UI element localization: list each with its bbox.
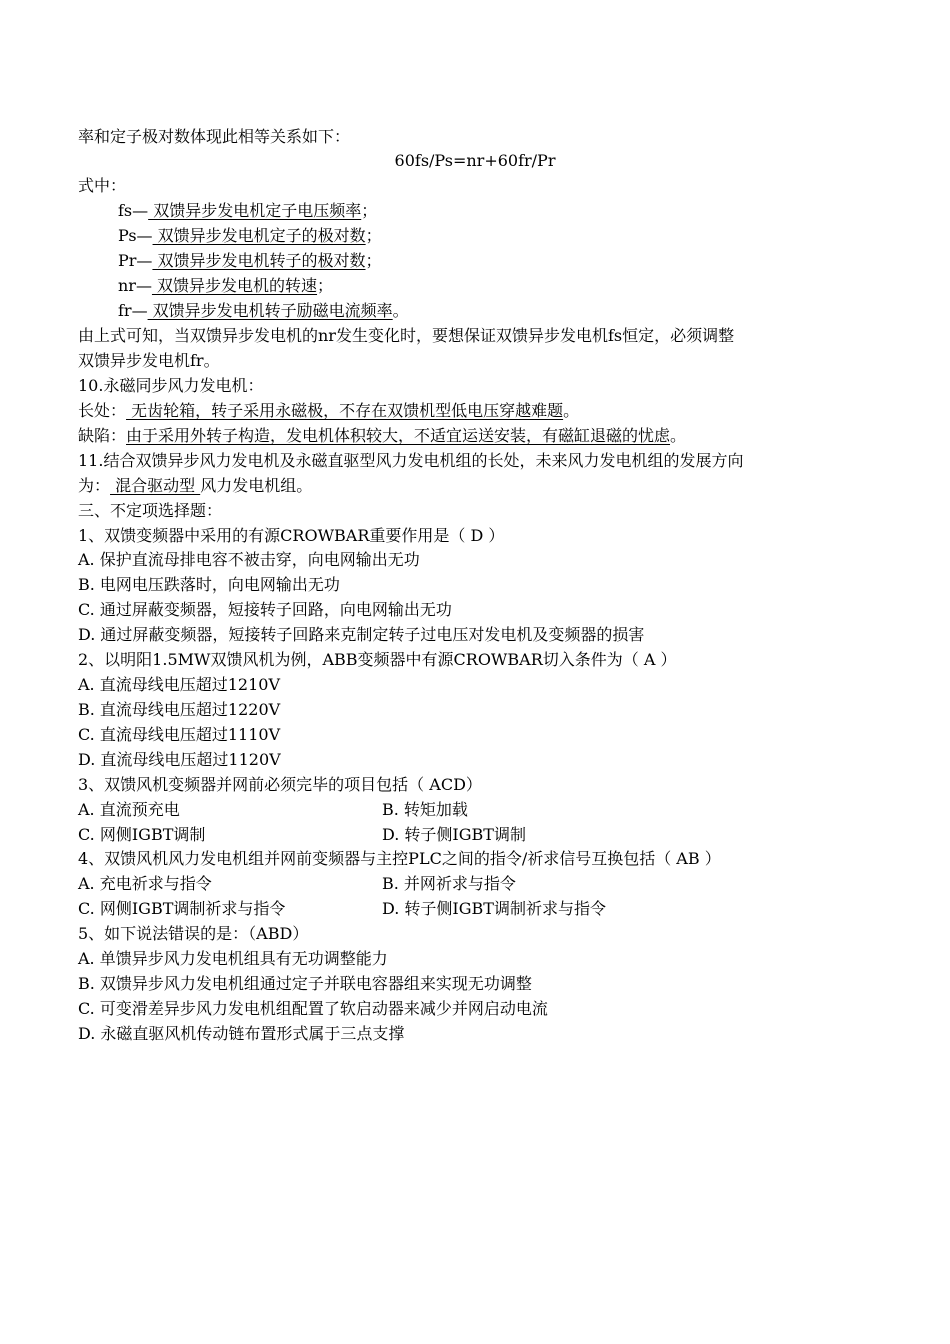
section-3-heading: 三、不定项选择题： bbox=[78, 501, 223, 520]
def-fs: fs— 双馈异步发电机定子电压频率； bbox=[118, 201, 378, 220]
mc1-option-d: D. 通过屏蔽变频器，短接转子回路来克制定转子过电压对发电机及变频器的损害 bbox=[78, 625, 645, 644]
q11-line-1: 11.结合双馈异步风力发电机及永磁直驱型风力发电机组的长处，未来风力发电机组的发展方向 bbox=[78, 451, 744, 470]
q10-advantage: 长处： 无齿轮箱，转子采用永磁极，不存在双馈机型低电压穿越难题。 bbox=[78, 401, 580, 420]
mc3-option-a: A. 直流预充电 bbox=[78, 800, 180, 819]
conclusion-line-2: 双馈异步发电机fr。 bbox=[78, 351, 220, 370]
q11-line-2: 为： 混合驱动型 风力发电机组。 bbox=[78, 476, 313, 495]
mc2-option-d: D. 直流母线电压超过1120V bbox=[78, 750, 281, 769]
mc5-option-c: C. 可变滑差异步风力发电机组配置了软启动器来减少并网启动电流 bbox=[78, 999, 548, 1018]
mc1-option-a: A. 保护直流母排电容不被击穿，向电网输出无功 bbox=[78, 550, 420, 569]
mc5-option-a: A. 单馈异步风力发电机组具有无功调整能力 bbox=[78, 949, 388, 968]
mc3-option-c: C. 网侧IGBT调制 bbox=[78, 825, 206, 844]
mc1-option-c: C. 通过屏蔽变频器，短接转子回路，向电网输出无功 bbox=[78, 600, 452, 619]
mc4-option-a: A. 充电祈求与指令 bbox=[78, 874, 212, 893]
mc2-option-b: B. 直流母线电压超过1220V bbox=[78, 700, 281, 719]
mc3-row-1 bbox=[78, 798, 468, 822]
intro-line: 率和定子极对数体现此相等关系如下： bbox=[78, 127, 351, 146]
mc2-question: 2、以明阳1.5MW双馈风机为例，ABB变频器中有源CROWBAR切入条件为（ A ） bbox=[78, 650, 677, 669]
mc4-question: 4、双馈风机风力发电机组并网前变频器与主控PLC之间的指令/祈求信号互换包括（ AB ） bbox=[78, 849, 721, 868]
mc3-option-b: B. 转矩加载 bbox=[382, 800, 468, 819]
mc4-option-c: C. 网侧IGBT调制祈求与指令 bbox=[78, 899, 286, 918]
formula: 60fs/Ps=nr+60fr/Pr bbox=[394, 151, 556, 170]
mc4-option-d: D. 转子侧IGBT调制祈求与指令 bbox=[382, 899, 606, 918]
def-ps: Ps— 双馈异步发电机定子的极对数； bbox=[118, 226, 382, 245]
mc3-option-d: D. 转子侧IGBT调制 bbox=[382, 825, 526, 844]
conclusion-line-1: 由上式可知，当双馈异步发电机的nr发生变化时，要想保证双馈异步发电机fs恒定，必须调整 bbox=[78, 326, 735, 345]
def-fr: fr— 双馈异步发电机转子励磁电流频率。 bbox=[118, 301, 409, 320]
mc1-question: 1、双馈变频器中采用的有源CROWBAR重要作用是（ D ） bbox=[78, 526, 505, 545]
mc1-option-b: B. 电网电压跌落时，向电网输出无功 bbox=[78, 575, 340, 594]
where-label: 式中： bbox=[78, 176, 127, 195]
mc2-option-a: A. 直流母线电压超过1210V bbox=[78, 675, 281, 694]
def-nr: nr— 双馈异步发电机的转速； bbox=[118, 276, 334, 295]
mc5-option-d: D. 永磁直驱风机传动链布置形式属于三点支撑 bbox=[78, 1024, 405, 1043]
mc3-question: 3、双馈风机变频器并网前必须完毕的项目包括（ ACD） bbox=[78, 775, 482, 794]
mc4-row-2 bbox=[78, 897, 606, 921]
q10-disadvantage: 缺陷：由于采用外转子构造，发电机体积较大，不适宜运送安装，有磁缸退磁的忧虑。 bbox=[78, 426, 687, 445]
mc4-option-b: B. 并网祈求与指令 bbox=[382, 874, 516, 893]
mc5-option-b: B. 双馈异步风力发电机组通过定子并联电容器组来实现无功调整 bbox=[78, 974, 532, 993]
mc3-row-2 bbox=[78, 823, 526, 847]
def-pr: Pr— 双馈异步发电机转子的极对数； bbox=[118, 251, 382, 270]
mc4-row-1 bbox=[78, 872, 516, 896]
mc2-option-c: C. 直流母线电压超过1110V bbox=[78, 725, 281, 744]
q10-title: 10.永磁同步风力发电机： bbox=[78, 376, 264, 395]
mc5-question: 5、如下说法错误的是：（ABD） bbox=[78, 924, 309, 943]
